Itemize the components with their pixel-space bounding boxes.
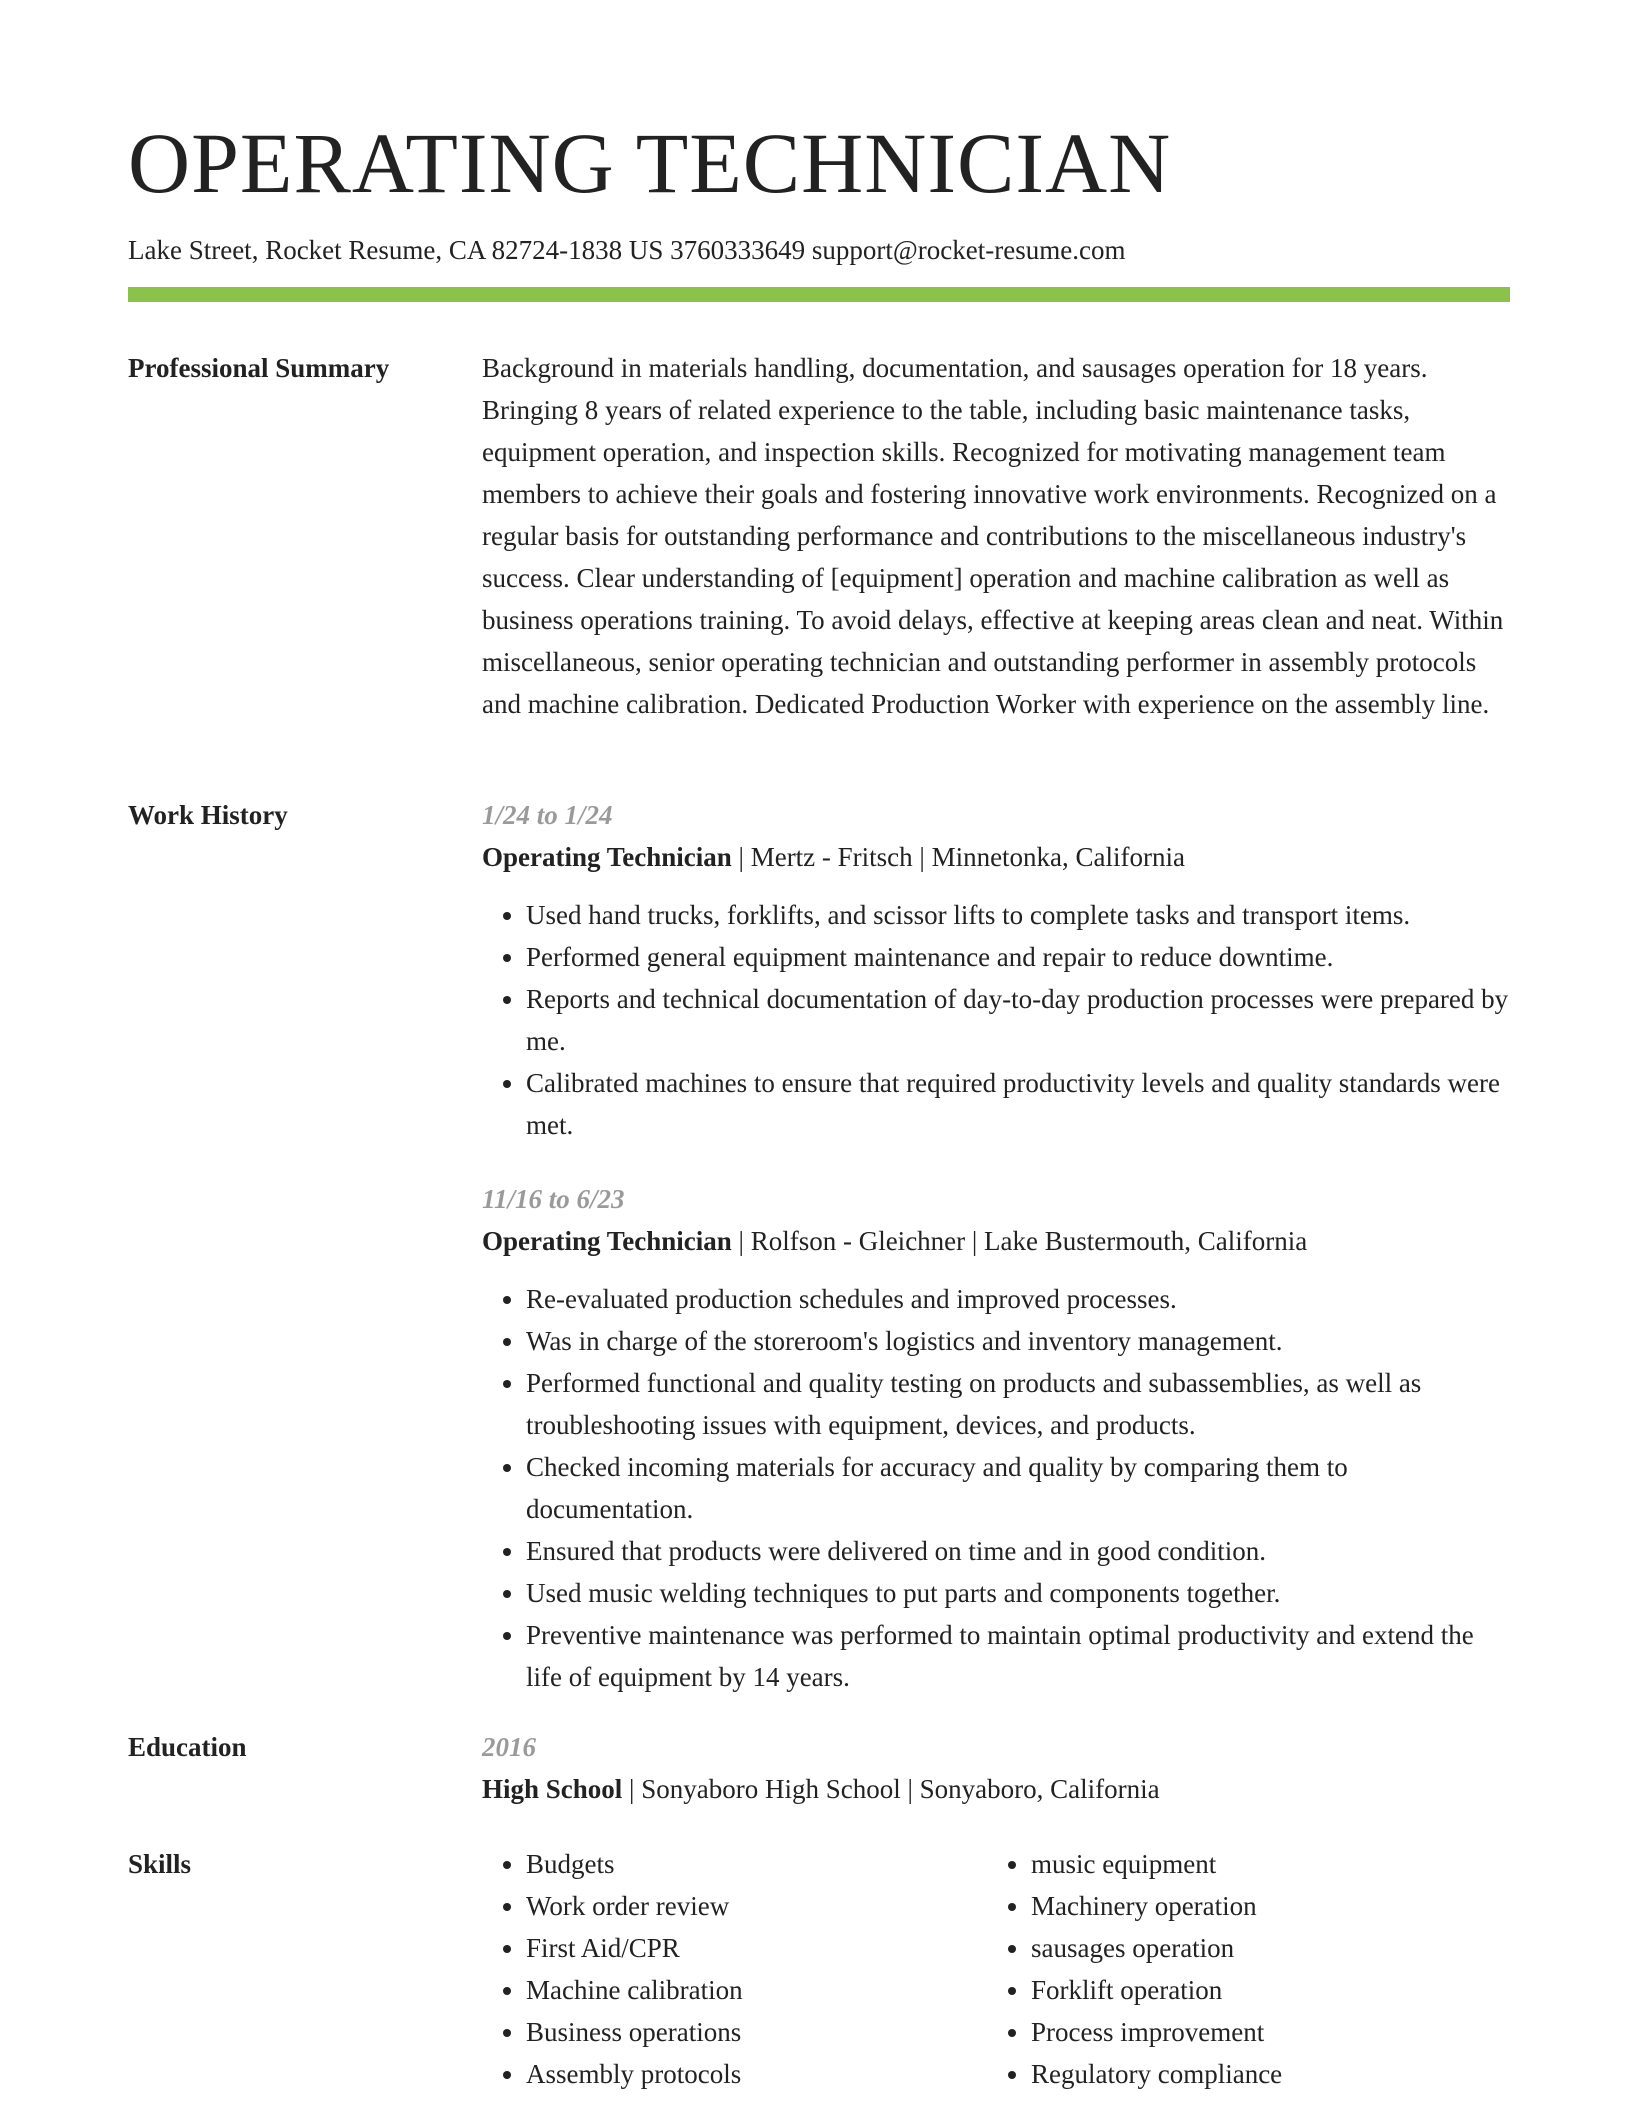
job-bullet: • Preventive maintenance was performed to maintain optimal productivity and extend the life of equipment by 14 years.	[526, 1614, 1510, 1698]
skill-item: • Machine calibration	[526, 1969, 987, 2011]
skill-item: • Machinery operation	[1031, 1885, 1492, 1927]
job-bullet: • Used hand trucks, forklifts, and scissor lifts to complete tasks and transport items.	[526, 894, 1510, 936]
job-role: Operating Technician	[482, 842, 732, 872]
work-history-body	[482, 794, 1510, 1698]
job-line	[482, 1220, 1510, 1262]
skill-item: • Work order review	[526, 1885, 987, 1927]
skill-item: • Assembly protocols	[526, 2053, 987, 2095]
education-degree: High School	[482, 1774, 623, 1804]
education-line	[482, 1768, 1510, 1810]
summary-text: Background in materials handling, documentation, and sausages operation for 18 years. Bringing 8 years of related experience to the table, including basic maintenance tasks, equipment operation, and inspection skills. Recognized for motivating management team members to achieve their goals and fostering innovative work environments. Recognized on a regular basis for outstanding performance and contributions to the miscellaneous industry's success. Clear understanding of [equipment] operation and machine calibration as well as business operations training. To avoid delays, effective at keeping areas clean and neat. Within miscellaneous, senior operating technician and outstanding performer in assembly protocols and machine calibration. Dedicated Production Worker with experience on the assembly line.	[482, 353, 1504, 719]
candidate-name: OPERATING TECHNICIAN	[128, 115, 1172, 211]
skills-title: Skills	[128, 1849, 192, 1879]
job-bullet: • Used music welding techniques to put parts and components together.	[526, 1572, 1510, 1614]
education-body	[482, 1726, 1510, 1810]
job-role: Operating Technician	[482, 1226, 732, 1256]
job-dates: 11/16 to 6/23	[482, 1184, 625, 1214]
job-bullet: • Reports and technical documentation of day-to-day production processes were prepared by me.	[526, 978, 1510, 1062]
job-bullet: • Re-evaluated production schedules and improved processes.	[526, 1278, 1510, 1320]
skill-item: • Forklift operation	[1031, 1969, 1492, 2011]
job-bullet: • Was in charge of the storeroom's logistics and inventory management.	[526, 1320, 1510, 1362]
job-entry	[482, 794, 1510, 1146]
job-bullet: • Checked incoming materials for accuracy and quality by comparing them to documentation.	[526, 1446, 1510, 1530]
job-entry	[482, 1178, 1510, 1698]
skill-item: • Regulatory compliance	[1031, 2053, 1492, 2095]
skills-columns	[482, 1843, 1510, 2095]
skill-item: • sausages operation	[1031, 1927, 1492, 1969]
skill-item: • Budgets	[526, 1843, 987, 1885]
education-title: Education	[128, 1732, 247, 1762]
skill-item: • Process improvement	[1031, 2011, 1492, 2053]
education-details: | Sonyaboro High School | Sonyaboro, California	[622, 1774, 1160, 1804]
accent-rule	[128, 287, 1510, 302]
skills-body	[482, 1843, 1510, 2095]
summary-body	[482, 347, 1510, 725]
job-line	[482, 836, 1510, 878]
job-bullet: • Performed functional and quality testing on products and subassemblies, as well as troubleshooting issues with equipment, devices, and products.	[526, 1362, 1510, 1446]
skill-item: • Business operations	[526, 2011, 987, 2053]
job-details: | Mertz - Fritsch | Minnetonka, California	[731, 842, 1186, 872]
job-bullet: • Calibrated machines to ensure that required productivity levels and quality standards were met.	[526, 1062, 1510, 1146]
job-bullets	[482, 894, 1510, 1146]
job-details: | Rolfson - Gleichner | Lake Bustermouth, California	[731, 1226, 1308, 1256]
job-bullet: • Ensured that products were delivered on time and in good condition.	[526, 1530, 1510, 1572]
skill-item: • First Aid/CPR	[526, 1927, 987, 1969]
skills-column-left	[482, 1843, 987, 2095]
job-bullet: • Performed general equipment maintenance and repair to reduce downtime.	[526, 936, 1510, 978]
summary-title: Professional Summary	[128, 353, 390, 383]
skills-column-right	[987, 1843, 1492, 2095]
job-dates: 1/24 to 1/24	[482, 800, 613, 830]
skill-item: • music equipment	[1031, 1843, 1492, 1885]
education-year: 2016	[482, 1732, 536, 1762]
work-history-title: Work History	[128, 800, 288, 830]
contact-line: Lake Street, Rocket Resume, CA 82724-1838 US 3760333649 support@rocket-resume.com	[128, 235, 1126, 265]
job-bullets	[482, 1278, 1510, 1698]
